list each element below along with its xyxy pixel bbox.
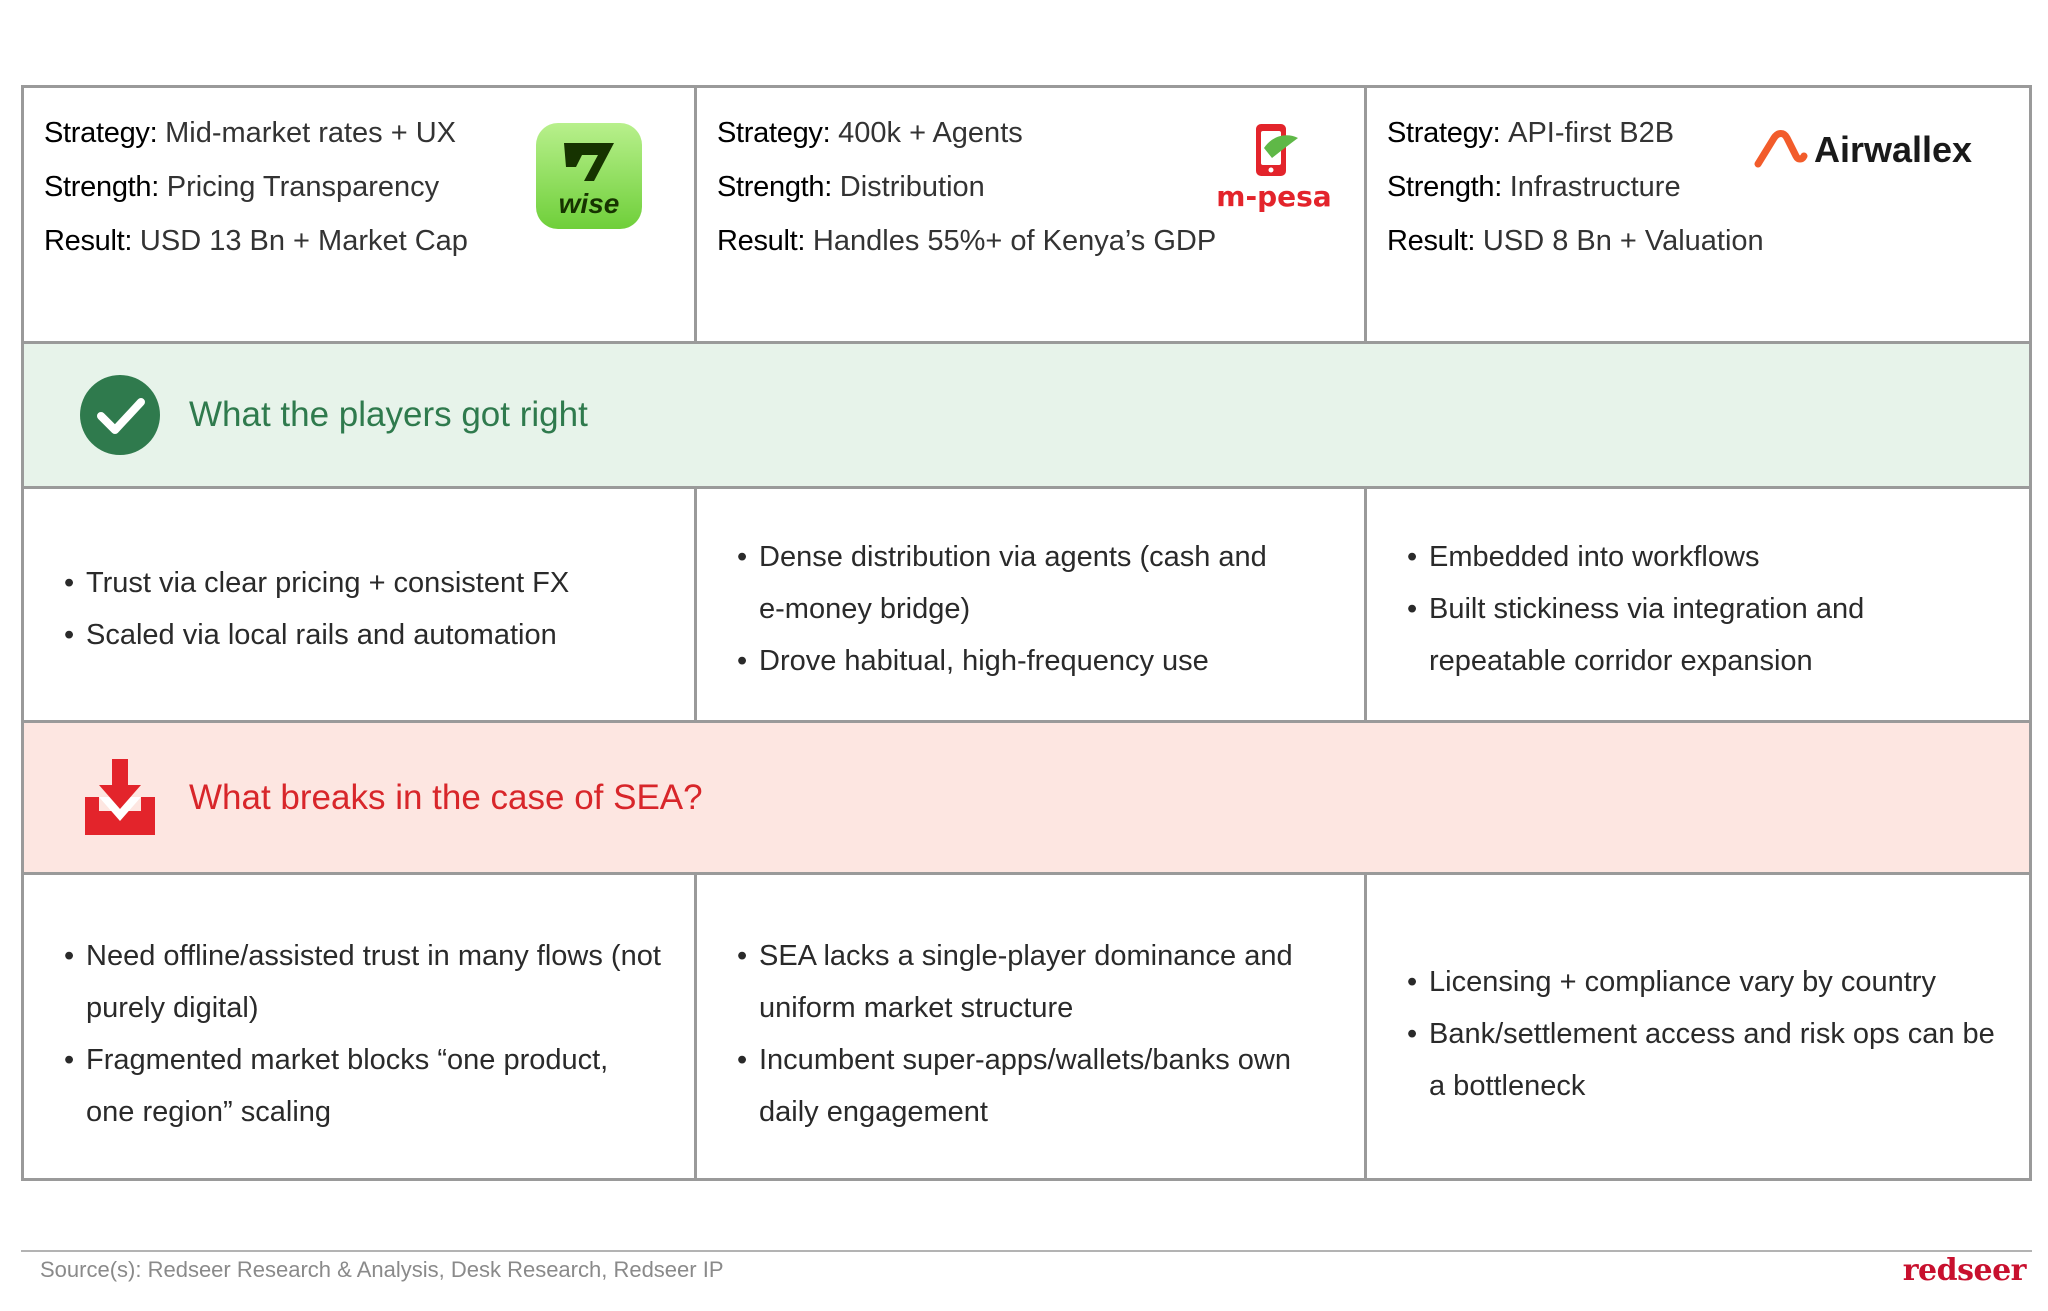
bullet-list (64, 557, 674, 661)
bullet-list (737, 531, 1297, 687)
wise-logo (534, 121, 644, 231)
bullet-list (1407, 956, 2012, 1112)
strength-value: Pricing Transparency (166, 171, 440, 203)
mpesa-logo (1212, 118, 1342, 228)
strategy-label: Strategy (717, 117, 823, 149)
player-card-mpesa (694, 88, 1364, 341)
strategy-label: Strategy (44, 117, 150, 149)
list-item: • Fragmented market blocks “one product, one region” scaling (64, 1034, 664, 1138)
list-item: • Drove habitual, high-frequency use (737, 635, 1297, 687)
list-item: • Licensing + compliance vary by country (1407, 956, 2012, 1008)
got-right-band (24, 341, 2029, 486)
player-details: Strategy: 400k + Agents Strength: Distribution Result: Handles 55%+ of Kenya’s GDP (717, 117, 1217, 257)
list-item: • Incumbent super-apps/wallets/banks own daily engagement (737, 1034, 1307, 1138)
list-item: • Built stickiness via integration and repeatable corridor expansion (1407, 583, 2007, 687)
strength-label: Strength (1387, 171, 1495, 203)
result-label: Result (717, 225, 798, 257)
strategy-label: Strategy (1387, 117, 1493, 149)
result-label: Result (44, 225, 125, 257)
airwallex-logo-text: Airwallex (1814, 129, 1973, 170)
result-value: Handles 55%+ of Kenya’s GDP (812, 225, 1217, 257)
player-details: Strategy: API-first B2B Strength: Infrastructure Result: USD 8 Bn + Valuation (1387, 117, 1764, 257)
breaks-band (24, 720, 2029, 872)
list-item: • Need offline/assisted trust in many flows (not purely digital) (64, 930, 664, 1034)
got-right-cell-airwallex (1364, 489, 2034, 720)
check-circle-icon (79, 374, 161, 456)
airwallex-logo (1752, 118, 2012, 178)
got-right-cell-mpesa (694, 489, 1364, 720)
breaks-cell-mpesa (694, 875, 1364, 1178)
bullet-list (64, 930, 664, 1138)
player-details: Strategy: Mid-market rates + UX Strength: Pricing Transparency Result: USD 13 Bn + Market Cap (44, 117, 468, 257)
list-item: • Bank/settlement access and risk ops can be a bottleneck (1407, 1008, 2012, 1112)
bullet-list (737, 930, 1307, 1138)
strength-label: Strength (717, 171, 825, 203)
mpesa-logo-text: m-pesa (1216, 180, 1332, 213)
strength-value: Infrastructure (1509, 171, 1681, 203)
got-right-title: What the players got right (189, 395, 588, 434)
strategy-value: 400k + Agents (838, 117, 1023, 149)
strength-label: Strength (44, 171, 152, 203)
breaks-cell-airwallex (1364, 875, 2034, 1178)
breaks-cell-wise (24, 875, 694, 1178)
redseer-logo: redseer (1902, 1253, 2026, 1288)
breaks-row (24, 872, 2029, 1178)
list-item: • SEA lacks a single-player dominance and uniform market structure (737, 930, 1307, 1034)
strategy-value: Mid-market rates + UX (165, 117, 457, 149)
player-card-airwallex (1364, 88, 2034, 341)
bullet-list (1407, 531, 2007, 687)
list-item: • Trust via clear pricing + consistent FX (64, 557, 674, 609)
list-item: • Scaled via local rails and automation (64, 609, 674, 661)
breaks-title: What breaks in the case of SEA? (189, 777, 703, 817)
player-card-wise (24, 88, 694, 341)
strength-value: Distribution (839, 171, 985, 203)
got-right-cell-wise (24, 489, 694, 720)
result-value: USD 8 Bn + Valuation (1482, 225, 1764, 257)
players-row (24, 88, 2029, 341)
list-item: • Dense distribution via agents (cash and e-money bridge) (737, 531, 1297, 635)
strategy-value: API-first B2B (1508, 117, 1675, 149)
comparison-grid (21, 85, 2032, 1181)
result-label: Result (1387, 225, 1468, 257)
wise-logo-text: wise (558, 188, 620, 219)
list-item: • Embedded into workflows (1407, 531, 2007, 583)
footer-divider (21, 1250, 2032, 1252)
got-right-row (24, 486, 2029, 720)
source-note: Source(s): Redseer Research & Analysis, Desk Research, Redseer IP (40, 1257, 724, 1282)
result-value: USD 13 Bn + Market Cap (139, 225, 468, 257)
download-tray-icon (79, 757, 161, 839)
